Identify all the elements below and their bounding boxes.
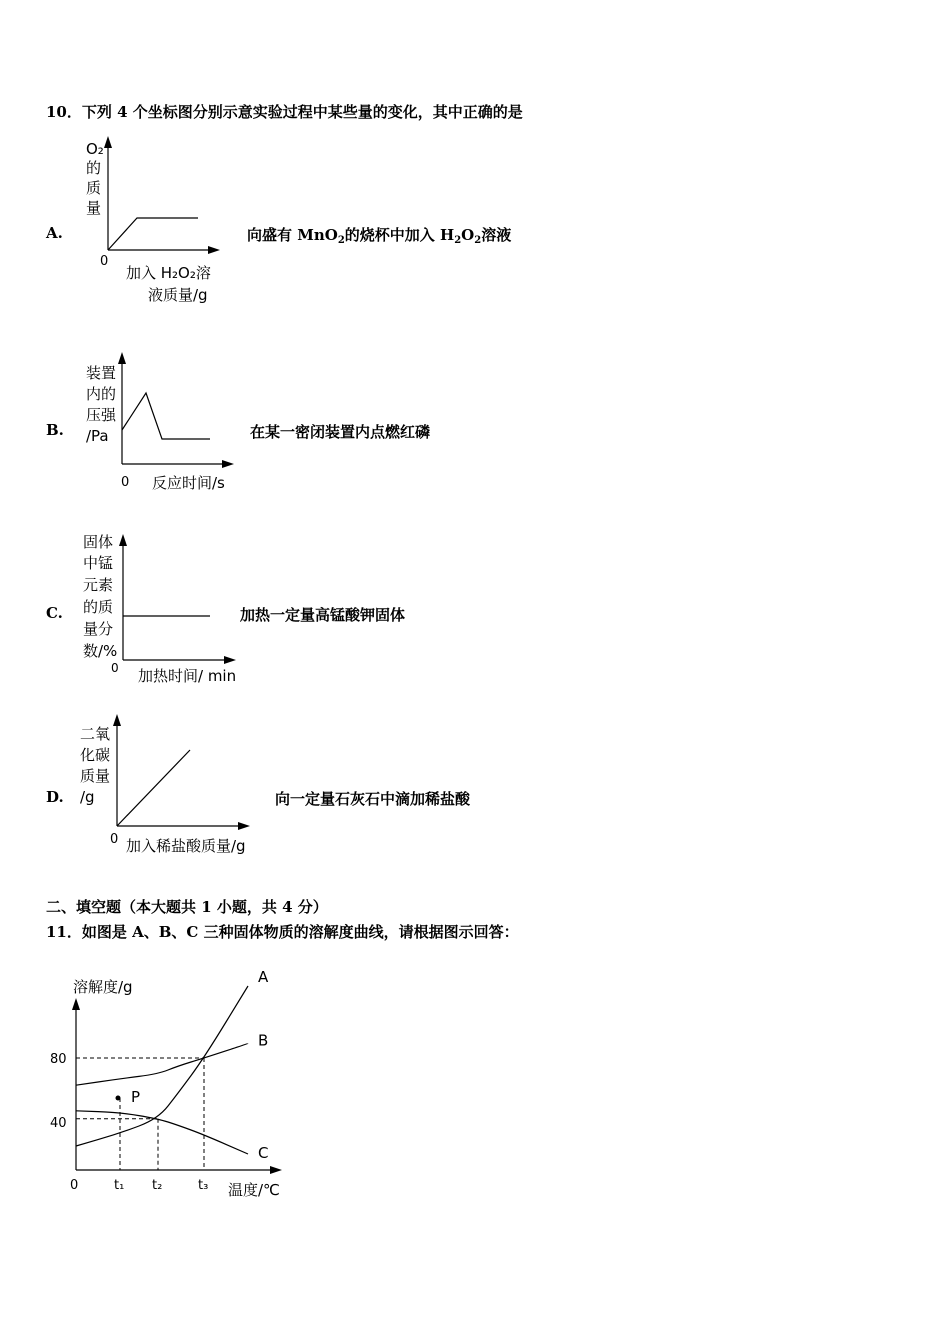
section-2-heading: 二、填空题（本大题共 1 小题，共 4 分） xyxy=(46,898,328,916)
sol-x-arrow xyxy=(270,1166,282,1174)
graph-d-ylabel-3: 质量 xyxy=(80,767,111,785)
graph-c-origin: 0 xyxy=(111,661,119,675)
option-a-letter: A. xyxy=(46,224,63,242)
graph-c-ylabel-5: 量分 xyxy=(83,620,114,638)
graph-c-xlabel: 加热时间/ min xyxy=(138,667,237,685)
graph-d-xlabel: 加入稀盐酸质量/g xyxy=(126,837,246,855)
option-a-description: 向盛有 MnO$_2$的烧杯中加入 $H_2O_2$溶液 xyxy=(247,226,512,246)
sol-curve-A xyxy=(76,986,248,1146)
graph-c-ylabel-6: 数/% xyxy=(83,642,118,660)
option-d-description: 向一定量石灰石中滴加稀盐酸 xyxy=(275,790,471,808)
graph-d-ylabel-2: 化碳 xyxy=(80,746,111,764)
sol-series-label-B: B xyxy=(258,1031,269,1050)
sol-point-p xyxy=(116,1096,121,1101)
option-c-description: 加热一定量高锰酸钾固体 xyxy=(240,606,406,624)
graph-b-ylabel-1: 装置 xyxy=(86,364,117,382)
sol-ylabel: 溶解度/g xyxy=(73,978,133,996)
graph-a-ylabel-4: 量 xyxy=(86,199,102,217)
sol-curve-B xyxy=(76,1044,248,1086)
graph-b-origin: 0 xyxy=(121,475,130,490)
graph-c-ylabel-3: 元素 xyxy=(83,576,114,594)
sol-x-tick-2: t₂ xyxy=(152,1178,163,1193)
graph-a-origin: 0 xyxy=(100,254,109,269)
graph-c-ylabel-2: 中锰 xyxy=(83,554,114,572)
graph-a-xlabel-1: 加入 H₂O₂溶 xyxy=(126,264,211,282)
sol-x-tick-3: t₃ xyxy=(198,1178,209,1193)
graph-d-ylabel-4: /g xyxy=(80,788,95,806)
sol-y-arrow xyxy=(72,998,80,1010)
graph-c-ylabel-1: 固体 xyxy=(83,533,114,551)
option-d-letter: D. xyxy=(46,788,64,806)
sol-y-tick-80: 80 xyxy=(50,1052,67,1067)
graph-a-xlabel-2: 液质量/g xyxy=(148,286,208,304)
sol-xlabel: 温度/℃ xyxy=(228,1181,280,1199)
graph-b-ylabel-2: 内的 xyxy=(86,385,117,403)
sol-y-tick-40: 40 xyxy=(50,1116,67,1131)
sol-series-label-C: C xyxy=(258,1144,269,1162)
graph-a-ylabel-3: 质 xyxy=(86,179,102,197)
sol-point-p-label: P xyxy=(131,1088,141,1106)
graph-d-ylabel-1: 二氧 xyxy=(80,725,111,743)
sol-curve-C xyxy=(76,1111,248,1154)
graph-b-ylabel-4: /Pa xyxy=(86,427,109,445)
sol-series-label-A: A xyxy=(258,968,269,986)
graph-c-ylabel-4: 的质 xyxy=(83,598,114,616)
sol-x-tick-1: t₁ xyxy=(114,1178,125,1193)
graph-b-xlabel: 反应时间/s xyxy=(152,474,225,492)
option-c-letter: C. xyxy=(46,604,63,622)
graph-a-ylabel-1: O₂ xyxy=(86,140,104,158)
graph-d-origin: 0 xyxy=(110,832,119,847)
q10-stem: 10．下列 4 个坐标图分别示意实验过程中某些量的变化，其中正确的是 xyxy=(46,103,523,121)
graph-a-ylabel-2: 的 xyxy=(86,159,102,177)
option-b-description: 在某一密闭装置内点燃红磷 xyxy=(250,423,431,441)
graph-b-ylabel-3: 压强 xyxy=(86,406,117,424)
q11-stem: 11．如图是 A、B、C 三种固体物质的溶解度曲线，请根据图示回答： xyxy=(46,923,519,941)
option-b-letter: B. xyxy=(46,421,64,439)
sol-origin: 0 xyxy=(70,1178,79,1193)
